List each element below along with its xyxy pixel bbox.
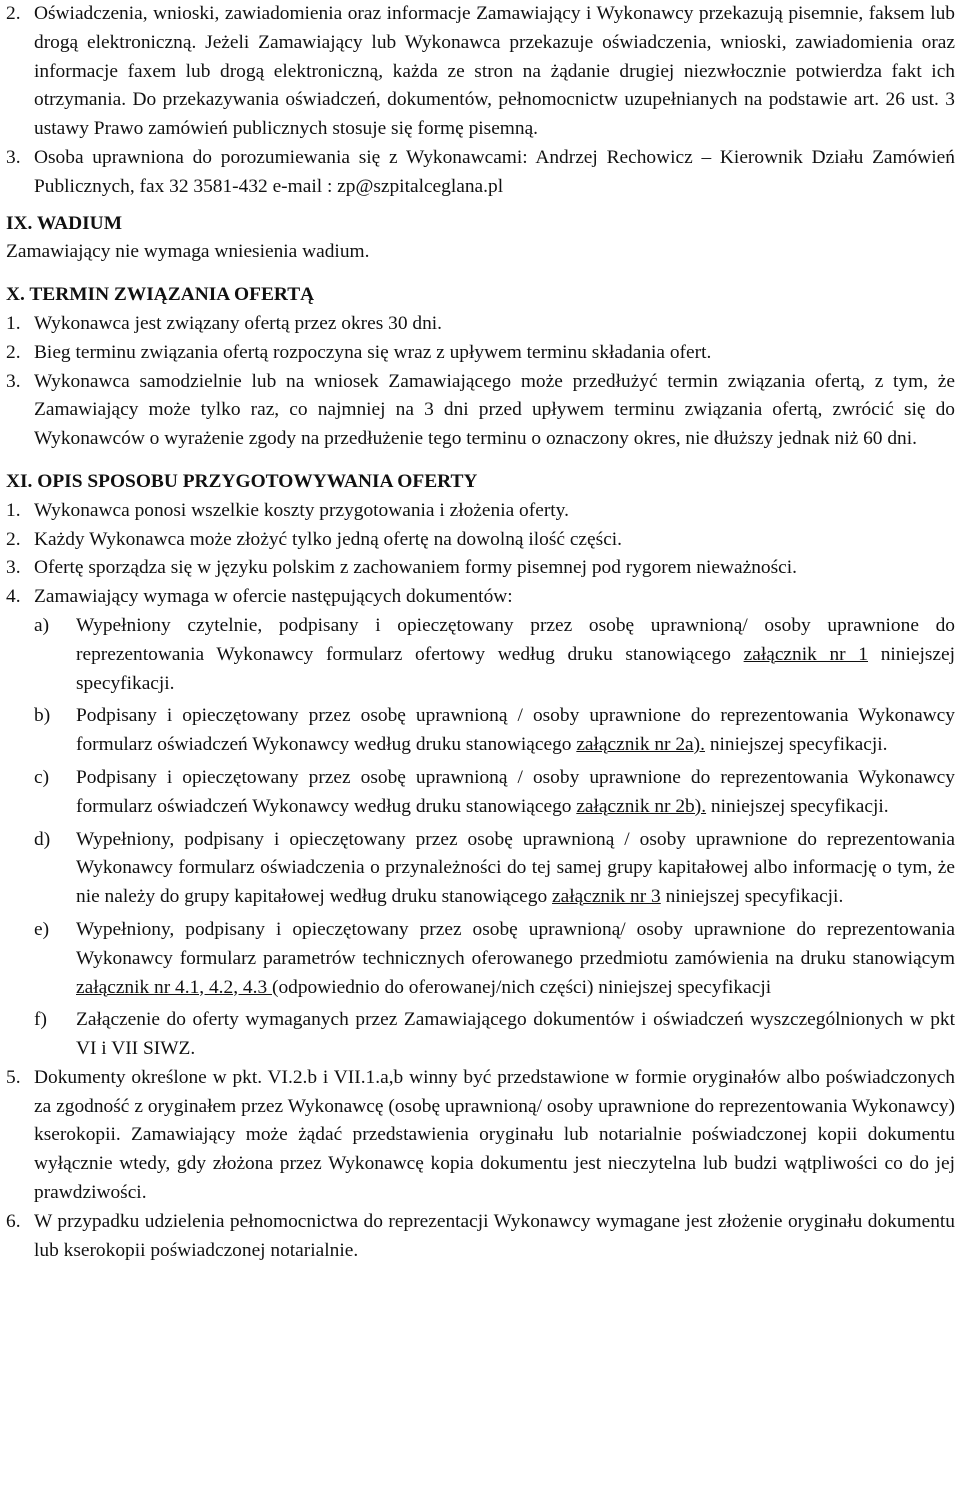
list-item bbox=[6, 497, 955, 526]
sub-item-b bbox=[34, 702, 955, 760]
sub-item-label: b) bbox=[34, 705, 51, 727]
sub-item-label: e) bbox=[34, 918, 50, 940]
sub-item-label: c) bbox=[34, 766, 50, 788]
item-text: Oświadczenia, wnioski, zawiadomienia oraz informacje Zamawiający i Wykonawcy przekazują pisemnie, faksem lub drogą elektroniczną. Jeżeli Zamawiający lub Wykonawca przekazuje oświadczenia, wnioski, zawiadomienia oraz informacje faxem lub drogą elektroniczną, każda ze stron na żądanie drugiej niezwłocznie potwierdza fakt ich otrzymania. Do przekazywania oświadczeń, dokumentów, pełnomocnictw uzupełnianych na podstawie art. 26 ust. 3 ustawy Prawo zamówień publicznych stosuje się formę pisemną. bbox=[34, 3, 955, 140]
attachment-reference: załącznik nr 2a). bbox=[576, 734, 705, 756]
sub-item-text-part: Wypełniony czytelnie, podpisany i opieczętowany przez osobę uprawnioną/ osoby uprawnione do reprezentowania Wykonawcy formularz ofertowy według druku stanowiącego bbox=[76, 614, 955, 665]
item-text: Zamawiający wymaga w ofercie następujących dokumentów: bbox=[34, 586, 513, 608]
sub-item-text-part: niniejszej specyfikacji. bbox=[660, 886, 844, 908]
sub-item-label: a) bbox=[34, 614, 50, 636]
item-text: Osoba uprawniona do porozumiewania się z Wykonawcami: Andrzej Rechowicz – Kierownik Działu Zamówień Publicznych, fax 32 3581-432 e-mail : zp@szpitalceglana.pl bbox=[34, 146, 955, 197]
attachment-reference: załącznik nr 3 bbox=[552, 886, 661, 908]
section-heading-wadium: IX. WADIUM bbox=[6, 212, 122, 234]
list-item bbox=[6, 554, 955, 583]
sub-item-text bbox=[76, 826, 955, 912]
sub-item-label: f) bbox=[34, 1009, 47, 1031]
item-text: Wykonawca samodzielnie lub na wniosek Zamawiającego może przedłużyć termin związania ofertą, z tym, że Zamawiający może tylko raz, co najmniej na 3 dni przed upływem terminu związania ofertą, zwrócić się do Wykonawców o wyrażenie zgody na przedłużenie tego terminu o oznaczony okres, nie dłuższy jednak niż 60 dni. bbox=[34, 370, 955, 450]
item-text: Wykonawca jest związany ofertą przez okres 30 dni. bbox=[34, 312, 443, 334]
item-number: 1. bbox=[6, 499, 21, 521]
sub-item-text-part: niniejszej specyfikacji. bbox=[704, 734, 888, 756]
item-text: Wykonawca ponosi wszelkie koszty przygotowania i złożenia oferty. bbox=[34, 499, 569, 521]
item-number: 2. bbox=[6, 528, 21, 550]
item-number: 3. bbox=[6, 370, 21, 392]
item-number: 6. bbox=[6, 1210, 21, 1232]
sub-item-text-part: Wypełniony, podpisany i opieczętowany przez osobę uprawnioną / osoby uprawnione do reprezentowania Wykonawcy formularz oświadczenia o przynależności do tej samej grupy kapitałowej albo informację o tym, że nie należy do grupy kapitałowej według druku stanowiącego bbox=[76, 828, 955, 908]
sub-item-label: d) bbox=[34, 828, 51, 850]
paragraph-8-3 bbox=[6, 144, 955, 202]
sub-item-a bbox=[34, 612, 955, 698]
list-item bbox=[6, 1064, 955, 1208]
sub-item-text-part: Wypełniony, podpisany i opieczętowany przez osobę uprawnioną/ osoby uprawnione do reprezentowania Wykonawcy formularz parametrów technicznych oferowanego przedmiotu zamówienia na druku stanowiącym bbox=[76, 918, 955, 969]
sub-item-text: Załączenie do oferty wymaganych przez Zamawiającego dokumentów i oświadczeń wyszczególnionych w pkt VI i VII SIWZ. bbox=[76, 1009, 955, 1060]
sub-item-text-part: Podpisany i opieczętowany przez osobę uprawnioną / osoby uprawnione do reprezentowania Wykonawcy formularz oświadczeń Wykonawcy według druku stanowiącego bbox=[76, 705, 955, 756]
item-number: 4. bbox=[6, 586, 21, 608]
sub-item-text bbox=[76, 702, 955, 760]
sub-item-text-part: (odpowiednio do oferowanej/nich części) niniejszej specyfikacji bbox=[272, 976, 772, 998]
attachment-reference: załącznik nr 4.1, 4.2, 4.3 bbox=[76, 976, 272, 998]
item-number: 1. bbox=[6, 312, 21, 334]
item-number: 2. bbox=[6, 3, 21, 24]
item-number: 3. bbox=[6, 146, 21, 168]
list-item bbox=[6, 526, 955, 555]
list-item bbox=[6, 583, 955, 612]
item-number: 2. bbox=[6, 341, 21, 363]
item-text: Dokumenty określone w pkt. VI.2.b i VII.1.a,b winny być przedstawione w formie oryginałów albo poświadczonych za zgodność z oryginałem przez Wykonawcę (osobę uprawnioną/ osoby uprawnione do reprezentowania Wykonawcy) kserokopii. Zamawiający może żądać przedstawienia oryginału lub notarialnie poświadczonej kopii dokumentu wyłącznie wtedy, gdy złożona przez Wykonawcę kopia dokumentu jest nieczytelna lub budzi wątpliwości co do jej prawdziwości. bbox=[34, 1066, 955, 1204]
sub-item-e bbox=[34, 916, 955, 1002]
document-body bbox=[6, 0, 955, 1265]
attachment-reference: załącznik nr 1 bbox=[743, 643, 869, 665]
sub-item-text-part: niniejszej specyfikacji. bbox=[706, 795, 889, 817]
item-text: W przypadku udzielenia pełnomocnictwa do reprezentacji Wykonawcy wymagane jest złożenie oryginału dokumentu lub kserokopii poświadczonej notarialnie. bbox=[34, 1210, 955, 1261]
section-heading-termin: X. TERMIN ZWIĄZANIA OFERTĄ bbox=[6, 284, 315, 306]
sub-item-text-part: Podpisany i opieczętowany przez osobę uprawnioną / osoby uprawnione do reprezentowania Wykonawcy formularz oświadczeń Wykonawcy według druku stanowiącego bbox=[76, 766, 955, 817]
item-text: Ofertę sporządza się w języku polskim z zachowaniem formy pisemnej pod rygorem nieważności. bbox=[34, 557, 797, 579]
sub-item-f bbox=[34, 1006, 955, 1064]
wadium-text: Zamawiający nie wymaga wniesienia wadium. bbox=[6, 241, 370, 263]
list-item bbox=[6, 310, 955, 339]
paragraph-8-2 bbox=[6, 0, 955, 144]
section-heading-opis: XI. OPIS SPOSOBU PRZYGOTOWYWANIA OFERTY bbox=[6, 470, 478, 492]
list-item bbox=[6, 339, 955, 368]
sub-item-text bbox=[76, 916, 955, 1002]
sub-item-text-part: niniejszej specyfikacji. bbox=[76, 643, 955, 694]
list-item bbox=[6, 368, 955, 454]
sub-item-c bbox=[34, 764, 955, 822]
item-text: Każdy Wykonawca może złożyć tylko jedną ofertę na dowolną ilość części. bbox=[34, 528, 623, 550]
sub-item-text bbox=[76, 764, 955, 822]
attachment-reference: załącznik nr 2b). bbox=[576, 795, 707, 817]
item-number: 3. bbox=[6, 557, 21, 579]
sub-item-d bbox=[34, 826, 955, 912]
item-text: Bieg terminu związania ofertą rozpoczyna się wraz z upływem terminu składania ofert. bbox=[34, 341, 712, 363]
list-item bbox=[6, 1208, 955, 1266]
item-number: 5. bbox=[6, 1066, 21, 1088]
sub-item-text bbox=[76, 612, 955, 698]
